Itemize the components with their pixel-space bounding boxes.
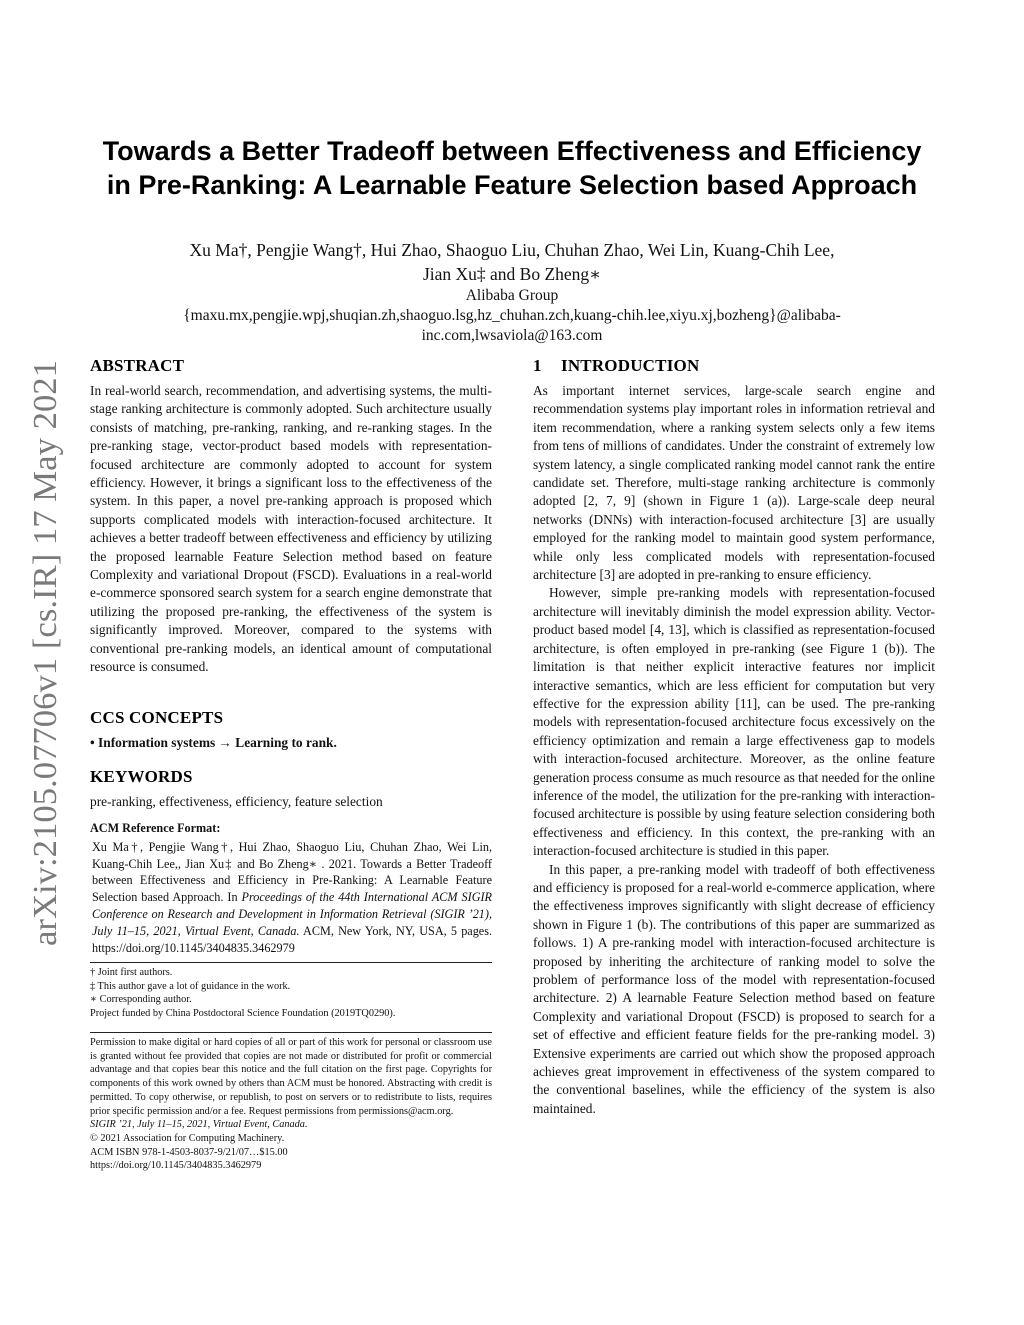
footnote-corresponding: ∗ Corresponding author. [90,994,192,1006]
footnotes [90,966,492,1021]
intro-paragraph-2: However, simple pre-ranking models with representation-focused architecture will inevitably diminish the model expression ability. Vector-product based model [4, 13], which is classified as representation-focused architecture, is often employed in pre-ranking (see Figure 1 (b)). The limitation is that neither explicit interactive features nor implicit interactive semantics, which are less efficient for computation but very effective for the expression ability [11], can be used. The pre-ranking models with representation-focused architecture focus excessively on the efficiency optimization and remain a large effectiveness gap to models with interaction-focused architecture. Moreover, as the online feature generation process consume as much resource as that needed for the online inference of the model, the utilization for the pre-ranking with interaction-focused architecture is possible by using feature selection considering both effectiveness and efficiency. In this context, the pre-ranking with an interaction-focused architecture is studied in this paper. [533,585,935,859]
acm-reference-tail: ACM, New York, NY, USA, 5 pages. https://doi.org/10.1145/3404835.3462979 [92,923,492,955]
permission-block [90,1036,492,1173]
arxiv-stamp [10,358,72,948]
emails-line-2: inc.com,lwsaviola@163.com [421,327,603,344]
title-line-2: in Pre-Ranking: A Learnable Feature Selection based Approach [106,170,918,200]
keywords-section [90,767,492,811]
abstract-text: In real-world search, recommendation, and advertising systems, the multi-stage ranking architecture is commonly adopted. Such architecture usually consists of matching, pre-ranking, ranking, and re-ranking stages. In the pre-ranking stage, vector-product based models with representation-focused architecture are commonly adopted to account for system efficiency. However, it brings a significant loss to the effectiveness of the system. In this paper, a novel pre-ranking approach is proposed which supports complicated models with interaction-focused architecture. It achieves a better tradeoff between effectiveness and efficiency by utilizing the proposed learnable Feature Selection method based on feature Complexity and variational Dropout (FSCD). Evaluations in a real-world e-commerce sponsored search system for a search engine demonstrate that utilizing the proposed pre-ranking, the effectiveness of the system is significantly improved. Moreover, compared to the systems with conventional pre-ranking models, an identical amount of computational resource is consumed. [90,383,492,675]
abstract-heading: ABSTRACT [90,356,185,375]
ccs-concepts: • Information systems → Learning to rank. [90,735,337,750]
author-list-line-2: Jian Xu‡ and Bo Zheng∗ [422,264,602,284]
affiliation: Alibaba Group [465,287,559,304]
footnote-guidance: ‡ This author gave a lot of guidance in the work. [90,980,291,992]
keywords-heading: KEYWORDS [90,767,193,786]
arxiv-identifier: arXiv:2105.07706v1 [cs.IR] 17 May 2021 [27,371,64,946]
author-block [100,238,924,346]
intro-paragraph-3: In this paper, a pre-ranking model with tradeoff of both effectiveness and efficiency is proposed for a real-world e-commerce application, where the effectiveness improves significantly with slight decrease of efficiency shown in Figure 1 (b). The contributions of this paper are summarized as follows. 1) A pre-ranking model with interaction-focused architecture is proposed by inheriting the architecture of ranking model to solve the problem of performance loss of the model with representation-focused architecture. 2) A learnable Feature Selection method based on feature Complexity and variational Dropout (FSCD) is proposed to search for a set of effective and efficient feature fields for the pre-ranking model. 3) Extensive experiments are carried out which show the proposed approach achieves great improvement in effectiveness of the system compared to the conventional baselines, while the efficiency of the system is also maintained. [533,861,935,1116]
author-list-line-1: Xu Ma†, Pengjie Wang†, Hui Zhao, Shaoguo Liu, Chuhan Zhao, Wei Lin, Kuang-Chih Lee, [189,240,835,260]
permission-copyright: © 2021 Association for Computing Machinery. [90,1132,285,1144]
footnote-joint-first: † Joint first authors. [90,967,173,978]
introduction-section [533,356,935,1118]
footnote-funding: Project funded by China Postdoctoral Science Foundation (2019TQ0290). [90,1008,396,1020]
permission-venue: SIGIR ’21, July 11–15, 2021, Virtual Event, Canada. [90,1119,308,1131]
emails-line-1: {maxu.mx,pengjie.wpj,shuqian.zh,shaoguo.lsg,hz_chuhan.zch,kuang-chih.lee,xiyu.xj,bozheng}@alibaba- [183,307,841,324]
ccs-section [90,708,492,752]
introduction-heading [533,356,935,376]
acm-reference-label: ACM Reference Format: [90,821,221,835]
section-title: INTRODUCTION [561,356,700,375]
permission-divider [90,1032,492,1033]
intro-paragraph-1: As important internet services, large-scale search engine and recommendation systems play important roles in information retrieval and item recommendation, where a ranking system selects only a few items from tens of millions of candidates. Under the constraint of extremely low system latency, a single complicated ranking model cannot rank the entire candidate set. Therefore, multi-stage ranking architecture is commonly adopted [2, 7, 9] (shown in Figure 1 (a)). Large-scale deep neural networks (DNNs) with interaction-focused architecture [3] are usually employed for the ranking model to maintain good system performance, while only less complicated models with representation-focused architecture [3] are adopted in pre-ranking to ensure efficiency. [533,383,935,583]
permission-isbn: ACM ISBN 978-1-4503-8037-9/21/07…$15.00 [90,1146,288,1158]
footnote-divider [90,962,492,963]
abstract-section [90,356,492,677]
permission-text: Permission to make digital or hard copies of all or part of this work for personal or classroom use is granted without fee provided that copies are not made or distributed for profit or commercial advantage and that copies bear this notice and the full citation on the first page. Copyrights for components of this work owned by others than ACM must be honored. Abstracting with credit is permitted. To copy otherwise, or republish, to post on servers or to redistribute to lists, requires prior specific permission and/or a fee. Request permissions from permissions@acm.org. [90,1037,492,1117]
section-number: 1 [533,356,542,375]
acm-reference-format [90,820,492,956]
acm-reference-venue: Proceedings of the 44th International ACM SIGIR Conference on Research and Development in Information Retrieval (SIGIR ’21), July 11–15, 2021, Virtual Event, Canada. [92,890,492,938]
keywords-text: pre-ranking, effectiveness, efficiency, feature selection [90,794,383,809]
title-line-1: Towards a Better Tradeoff between Effectiveness and Efficiency [102,136,922,166]
acm-reference-body [90,839,492,957]
acm-reference-authors: Xu Ma†, Pengjie Wang†, Hui Zhao, Shaoguo Liu, Chuhan Zhao, Wei Lin, Kuang-Chih Lee,, Jian Xu‡ and Bo Zheng∗ . 2021. Towards a Better Tradeoff between Effectiveness and Efficiency in Pre-Ranking: A Learnable Feature Selection based Approach. In [92,839,492,905]
paper-title [80,134,944,202]
permission-doi: https://doi.org/10.1145/3404835.3462979 [90,1160,262,1172]
ccs-heading: CCS CONCEPTS [90,708,224,727]
